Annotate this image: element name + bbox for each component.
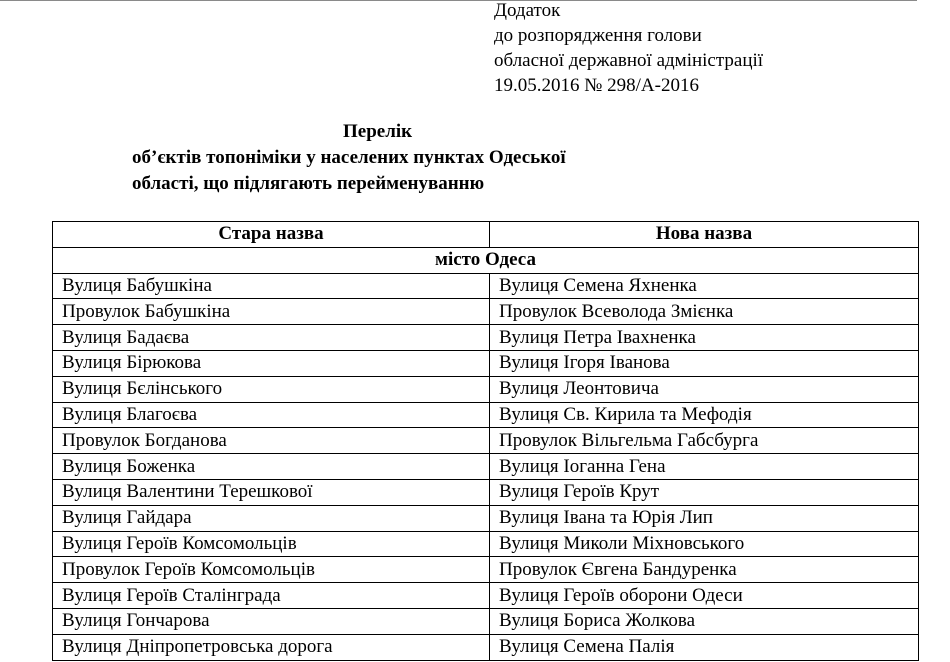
old-name-cell: Вулиця Дніпропетровська дорога: [53, 634, 490, 660]
table-row: [53, 608, 919, 634]
annex-line: Додаток: [494, 0, 561, 21]
table-row: [53, 634, 919, 660]
old-name-cell: Вулиця Героїв Сталінграда: [53, 583, 490, 609]
table-row: [53, 505, 919, 531]
new-name-cell: Вулиця Св. Кирила та Мефодія: [490, 402, 919, 428]
table-row: [53, 557, 919, 583]
new-name-cell: Вулиця Івана та Юрія Лип: [490, 505, 919, 531]
table-row: [53, 454, 919, 480]
old-name-cell: Вулиця Бєлінського: [53, 376, 490, 402]
table-row: [53, 273, 919, 299]
new-name-cell: Вулиця Бориса Жолкова: [490, 608, 919, 634]
new-name-cell: Провулок Євгена Бандуренка: [490, 557, 919, 583]
table-row: [53, 299, 919, 325]
annex-block: [494, 0, 763, 98]
table-row: [53, 479, 919, 505]
new-name-cell: Вулиця Семена Палія: [490, 634, 919, 660]
new-name-cell: Вулиця Героїв оборони Одеси: [490, 583, 919, 609]
old-name-cell: Провулок Богданова: [53, 428, 490, 454]
section-row: [53, 247, 919, 273]
new-name-cell: Вулиця Петра Івахненка: [490, 325, 919, 351]
column-header-old-name: Стара назва: [53, 222, 490, 248]
table-header-row: [53, 222, 919, 248]
table-row: [53, 325, 919, 351]
renaming-table: [52, 221, 919, 661]
annex-line: обласної державної адміністрації: [494, 50, 764, 71]
old-name-cell: Вулиця Бадаєва: [53, 325, 490, 351]
old-name-cell: Вулиця Боженка: [53, 454, 490, 480]
old-name-cell: Вулиця Бірюкова: [53, 350, 490, 376]
new-name-cell: Вулиця Іоганна Гена: [490, 454, 919, 480]
old-name-cell: Вулиця Героїв Комсомольців: [53, 531, 490, 557]
table-row: [53, 402, 919, 428]
table-row: [53, 376, 919, 402]
old-name-cell: Вулиця Бабушкіна: [53, 273, 490, 299]
table-row: [53, 531, 919, 557]
document-title: Перелік: [343, 121, 413, 142]
annex-date-number: 19.05.2016 № 298/А-2016: [494, 75, 699, 96]
column-header-new-name: Нова назва: [490, 222, 919, 248]
old-name-cell: Провулок Бабушкіна: [53, 299, 490, 325]
old-name-cell: Вулиця Благоєва: [53, 402, 490, 428]
page-top-rule: [0, 0, 917, 1]
new-name-cell: Вулиця Ігоря Іванова: [490, 350, 919, 376]
new-name-cell: Провулок Всеволода Змієнка: [490, 299, 919, 325]
table-row: [53, 583, 919, 609]
table-row: [53, 350, 919, 376]
new-name-cell: Провулок Вільгельма Габсбурга: [490, 428, 919, 454]
old-name-cell: Вулиця Гайдара: [53, 505, 490, 531]
new-name-cell: Вулиця Леонтовича: [490, 376, 919, 402]
new-name-cell: Вулиця Миколи Міхновського: [490, 531, 919, 557]
table-row: [53, 428, 919, 454]
document-subtitle-line-1: об’єктів топоніміки у населених пунктах Одеської: [132, 147, 566, 168]
new-name-cell: Вулиця Семена Яхненка: [490, 273, 919, 299]
old-name-cell: Вулиця Гончарова: [53, 608, 490, 634]
annex-line: до розпорядження голови: [494, 25, 702, 46]
document-subtitle-line-2: області, що підлягають перейменуванню: [132, 173, 485, 194]
section-title: місто Одеса: [53, 247, 919, 273]
old-name-cell: Провулок Героїв Комсомольців: [53, 557, 490, 583]
new-name-cell: Вулиця Героїв Крут: [490, 479, 919, 505]
old-name-cell: Вулиця Валентини Терешкової: [53, 479, 490, 505]
